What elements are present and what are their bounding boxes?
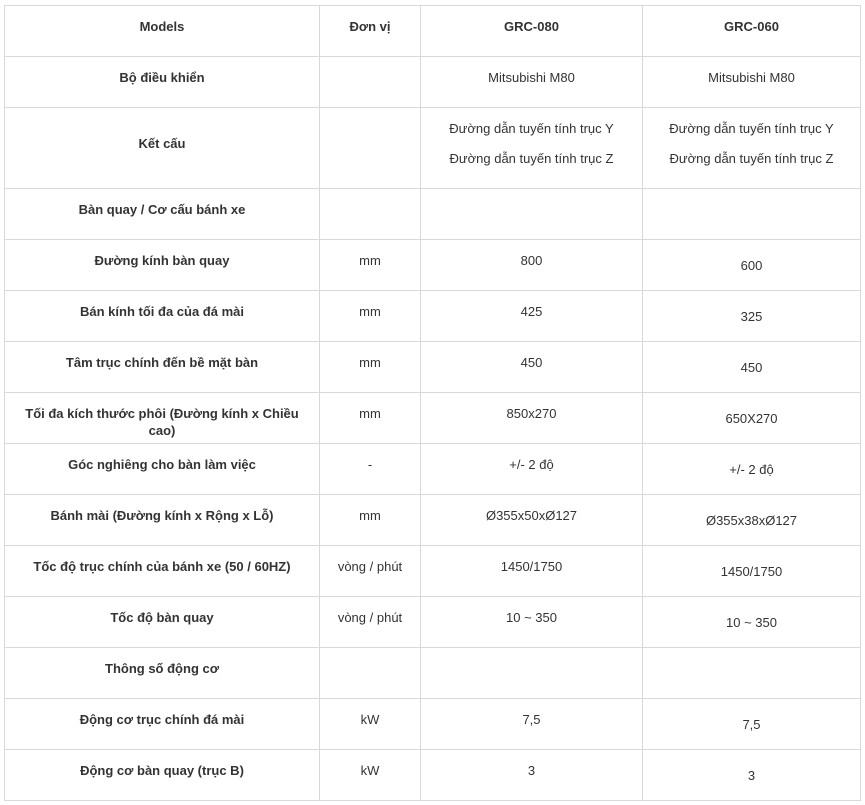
- row-value-grc-080: [421, 648, 643, 699]
- value-line: Đường dẫn tuyến tính trục Y: [669, 121, 834, 136]
- row-value-grc-080: 850x270: [421, 393, 643, 444]
- row-value-grc-060: 600: [643, 240, 861, 291]
- row-value-grc-060: 650X270: [643, 393, 861, 444]
- table-row: [5, 342, 861, 393]
- row-label: Kết cấu: [5, 108, 320, 189]
- row-unit: mm: [320, 240, 421, 291]
- header-unit: Đơn vị: [320, 6, 421, 57]
- row-value-grc-060: [643, 648, 861, 699]
- table-row: [5, 597, 861, 648]
- row-value-grc-060: 325: [643, 291, 861, 342]
- row-label: Bánh mài (Đường kính x Rộng x Lỗ): [5, 495, 320, 546]
- row-value-grc-080: 800: [421, 240, 643, 291]
- row-label: Tối đa kích thước phôi (Đường kính x Chiều cao): [5, 393, 320, 444]
- row-value-grc-080: 425: [421, 291, 643, 342]
- value-line: Đường dẫn tuyến tính trục Z: [449, 151, 614, 166]
- row-value-grc-080: +/- 2 độ: [421, 444, 643, 495]
- row-value-grc-060: 3: [643, 750, 861, 801]
- row-label: Động cơ bàn quay (trục B): [5, 750, 320, 801]
- row-label: Đường kính bàn quay: [5, 240, 320, 291]
- row-value-grc-080: 10 ~ 350: [421, 597, 643, 648]
- row-value-grc-080: 450: [421, 342, 643, 393]
- row-value-grc-060: Ø355x38xØ127: [643, 495, 861, 546]
- row-unit: [320, 57, 421, 108]
- row-value-grc-080: 3: [421, 750, 643, 801]
- table-row: [5, 495, 861, 546]
- row-label: Bán kính tối đa của đá mài: [5, 291, 320, 342]
- row-value-grc-060: [643, 108, 861, 189]
- row-label: Góc nghiêng cho bàn làm việc: [5, 444, 320, 495]
- row-unit: vòng / phút: [320, 546, 421, 597]
- row-value-grc-060: 1450/1750: [643, 546, 861, 597]
- row-value-grc-080: Mitsubishi M80: [421, 57, 643, 108]
- table-row: [5, 291, 861, 342]
- row-label: Tốc độ bàn quay: [5, 597, 320, 648]
- header-models: Models: [5, 6, 320, 57]
- row-label: Tâm trục chính đến bề mặt bàn: [5, 342, 320, 393]
- row-unit: [320, 189, 421, 240]
- row-value-grc-080: [421, 189, 643, 240]
- table-header-row: [5, 6, 861, 57]
- row-unit: kW: [320, 750, 421, 801]
- row-value-grc-060: 7,5: [643, 699, 861, 750]
- row-unit: [320, 108, 421, 189]
- row-label: Động cơ trục chính đá mài: [5, 699, 320, 750]
- header-grc-080: GRC-080: [421, 6, 643, 57]
- row-unit: -: [320, 444, 421, 495]
- table-row: [5, 240, 861, 291]
- table-row: [5, 393, 861, 444]
- table-row: [5, 546, 861, 597]
- row-value-grc-080: 7,5: [421, 699, 643, 750]
- header-grc-060: GRC-060: [643, 6, 861, 57]
- row-unit: mm: [320, 291, 421, 342]
- row-value-grc-080: 1450/1750: [421, 546, 643, 597]
- row-value-grc-080: Ø355x50xØ127: [421, 495, 643, 546]
- row-unit: [320, 648, 421, 699]
- row-value-grc-060: 450: [643, 342, 861, 393]
- spec-table: [4, 5, 861, 801]
- row-value-grc-080: [421, 108, 643, 189]
- row-unit: kW: [320, 699, 421, 750]
- table-row: [5, 57, 861, 108]
- row-label: Tốc độ trục chính của bánh xe (50 / 60HZ): [5, 546, 320, 597]
- table-row: [5, 699, 861, 750]
- row-value-grc-060: +/- 2 độ: [643, 444, 861, 495]
- row-value-grc-060: [643, 189, 861, 240]
- value-line: Đường dẫn tuyến tính trục Y: [449, 121, 614, 136]
- row-unit: mm: [320, 393, 421, 444]
- row-value-grc-060: 10 ~ 350: [643, 597, 861, 648]
- row-label: Bàn quay / Cơ cấu bánh xe: [5, 189, 320, 240]
- table-row: [5, 750, 861, 801]
- table-row: [5, 189, 861, 240]
- value-line: Đường dẫn tuyến tính trục Z: [669, 151, 834, 166]
- row-label: Thông số động cơ: [5, 648, 320, 699]
- row-unit: mm: [320, 495, 421, 546]
- row-unit: vòng / phút: [320, 597, 421, 648]
- table-row: [5, 444, 861, 495]
- row-unit: mm: [320, 342, 421, 393]
- row-label: Bộ điều khiển: [5, 57, 320, 108]
- table-row: [5, 648, 861, 699]
- table-row: [5, 108, 861, 189]
- row-value-grc-060: Mitsubishi M80: [643, 57, 861, 108]
